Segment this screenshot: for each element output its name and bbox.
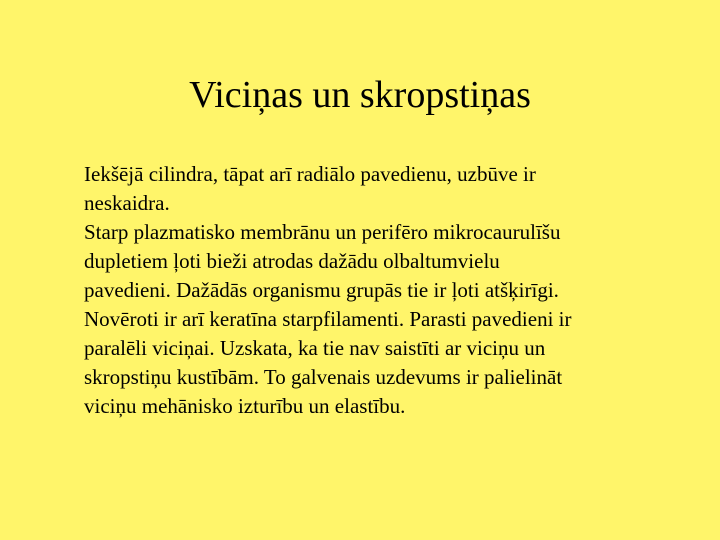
- slide-title: Viciņas un skropstiņas: [189, 74, 531, 116]
- paragraph-2-line-1: Starp plazmatisko membrānu un perifēro mikrocaurulīšu: [84, 220, 561, 244]
- paragraph-2: [84, 218, 678, 421]
- paragraph-2-line-4: Novēroti ir arī keratīna starpfilamenti. Parasti pavedieni ir: [84, 307, 572, 331]
- paragraph-2-line-5: paralēli viciņai. Uzskata, ka tie nav saistīti ar viciņu un: [84, 336, 546, 360]
- paragraph-2-line-6: skropstiņu kustībām. To galvenais uzdevums ir palielināt: [84, 365, 563, 389]
- paragraph-1: [84, 160, 678, 218]
- paragraph-2-line-3: pavedieni. Dažādās organismu grupās tie ir ļoti atšķirīgi.: [84, 278, 559, 302]
- paragraph-2-line-7: viciņu mehānisko izturību un elastību.: [84, 394, 406, 418]
- paragraph-2-line-2: dupletiem ļoti bieži atrodas dažādu olbaltumvielu: [84, 249, 500, 273]
- slide-body: [84, 160, 678, 421]
- paragraph-1-line-2: neskaidra.: [84, 191, 170, 215]
- paragraph-1-line-1: Iekšējā cilindra, tāpat arī radiālo pavedienu, uzbūve ir: [84, 162, 536, 186]
